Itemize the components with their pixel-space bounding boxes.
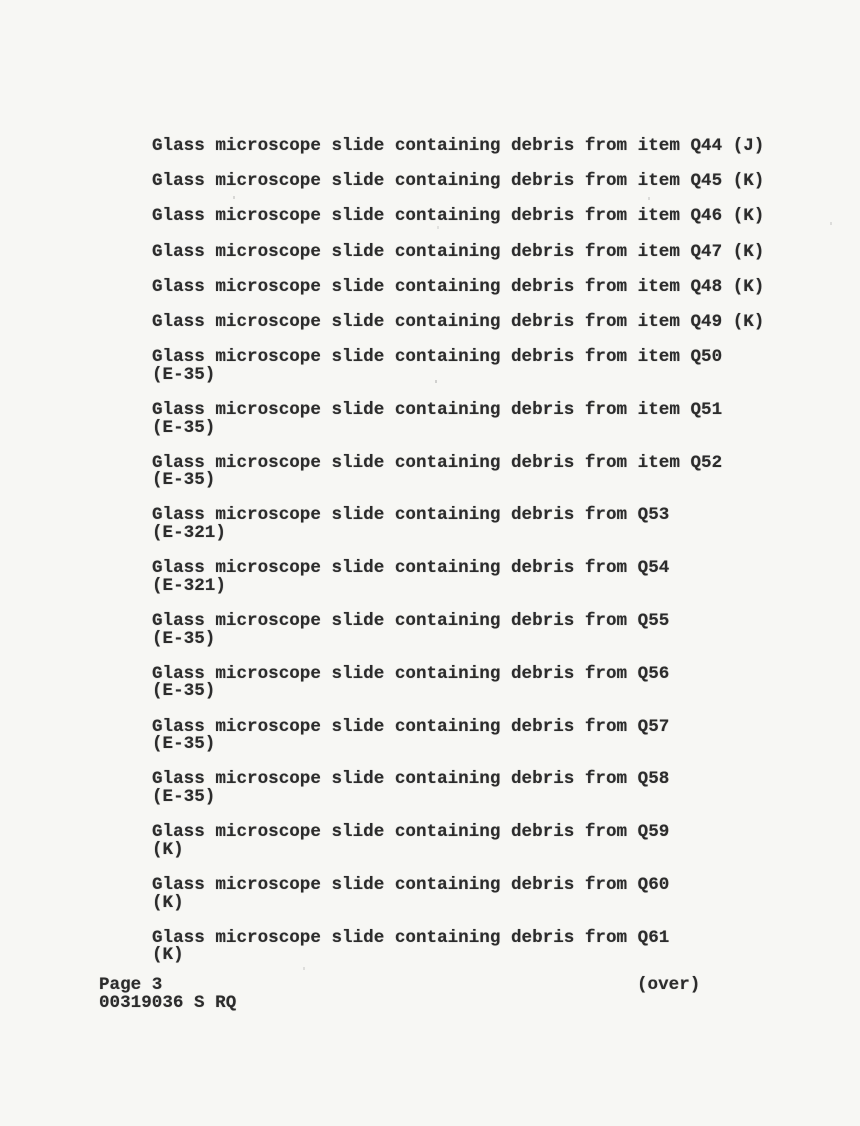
- slide-entry-annotation: (K): [152, 892, 184, 913]
- slide-entry: [152, 663, 764, 702]
- slide-entry-text: Glass microscope slide containing debris from Q60: [152, 874, 670, 895]
- document-number: 00319036 S RQ: [99, 992, 237, 1013]
- slide-entry-text: Glass microscope slide containing debris from Q56: [152, 663, 670, 684]
- slide-entry: [152, 771, 764, 806]
- slide-entry: [152, 241, 765, 262]
- slide-entry-annotation: (E-35): [152, 417, 216, 438]
- slide-entry: [152, 613, 764, 648]
- slide-entry-text: Glass microscope slide containing debris from item Q49 (K): [152, 311, 765, 332]
- slide-entry-text: Glass microscope slide containing debris from item Q48 (K): [152, 276, 765, 297]
- slide-entry-annotation: (E-35): [152, 786, 216, 807]
- slide-entry: [152, 560, 764, 595]
- slide-entry-text: Glass microscope slide containing debris from Q59: [152, 822, 670, 843]
- slide-entry-text: Glass microscope slide containing debris from item Q50: [152, 347, 723, 368]
- slide-entry: [152, 452, 764, 491]
- slide-entry: [152, 311, 765, 332]
- slide-entry: [152, 927, 764, 966]
- slide-entry-annotation: (E-35): [152, 364, 216, 385]
- slide-entry: [152, 208, 764, 226]
- slide-entry-text: Glass microscope slide containing debris from item Q45 (K): [152, 171, 765, 192]
- page-footer: [99, 977, 236, 1012]
- slide-entry: [152, 716, 764, 755]
- slide-entry: [152, 507, 764, 542]
- slide-entry: [152, 349, 764, 384]
- slide-entry-annotation: (E-35): [152, 734, 216, 755]
- slide-entry-text: Glass microscope slide containing debris from Q61: [152, 927, 670, 948]
- slide-entry-text: Glass microscope slide containing debris from Q54: [152, 558, 670, 579]
- slide-entry-text: Glass microscope slide containing debris from Q57: [152, 716, 670, 737]
- slide-entry-text: Glass microscope slide containing debris from item Q51: [152, 399, 723, 420]
- slide-entry-text: Glass microscope slide containing debris from item Q46 (K): [152, 206, 765, 227]
- slide-entry-annotation: (E-35): [152, 628, 216, 649]
- slide-entry-text: Glass microscope slide containing debris from item Q47 (K): [152, 241, 765, 262]
- slide-entry-text: Glass microscope slide containing debris from Q58: [152, 769, 670, 790]
- slide-entry: [152, 874, 764, 913]
- page-number: Page 3: [99, 975, 163, 995]
- slide-entry: [152, 824, 764, 859]
- over-label: (over): [637, 975, 701, 995]
- slide-entry-annotation: (E-321): [152, 575, 226, 596]
- slide-entry-annotation: (E-35): [152, 470, 216, 491]
- evidence-list: [152, 138, 764, 983]
- slide-entry-annotation: (K): [152, 839, 184, 860]
- slide-entry-text: Glass microscope slide containing debris from item Q52: [152, 452, 723, 473]
- slide-entry: [152, 173, 764, 191]
- slide-entry: [152, 276, 765, 297]
- slide-entry: [152, 138, 764, 156]
- slide-entry-text: Glass microscope slide containing debris from Q53: [152, 505, 670, 526]
- slide-entry-annotation: (E-321): [152, 523, 226, 544]
- slide-entry: [152, 399, 764, 438]
- slide-entry-annotation: (E-35): [152, 681, 216, 702]
- slide-entry-annotation: (K): [152, 945, 184, 966]
- slide-entry-text: Glass microscope slide containing debris from item Q44 (J): [152, 136, 765, 156]
- slide-entry-text: Glass microscope slide containing debris from Q55: [152, 611, 670, 632]
